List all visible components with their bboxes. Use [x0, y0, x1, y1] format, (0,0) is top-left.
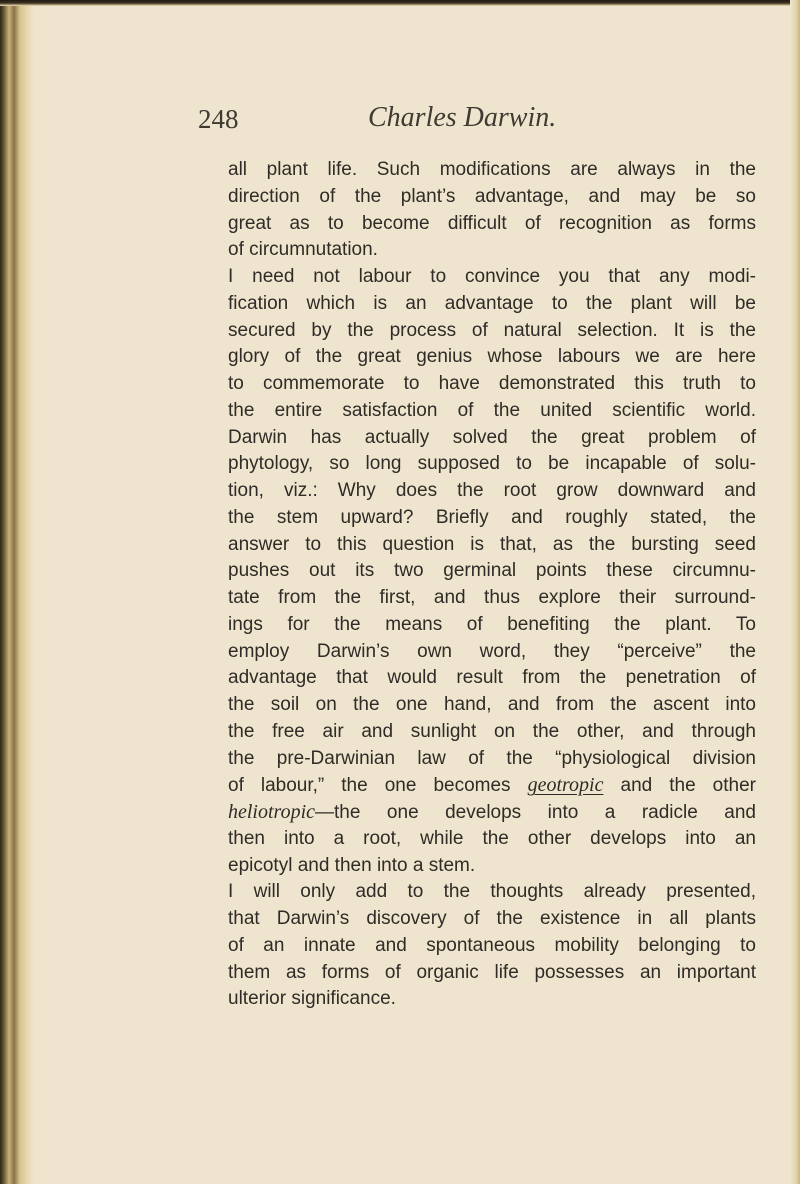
text-line: ulterior significance. [228, 988, 396, 1010]
body-text [228, 157, 756, 1013]
text-line-with-italic [228, 799, 756, 826]
text-line: them as forms of organic life possesses an important [228, 961, 756, 983]
text-line: I will only add to the thoughts already presented, [228, 881, 756, 903]
text-line: great as to become difficult of recognition as forms [228, 212, 756, 234]
text-segment: —the one develops into a radicle and [315, 802, 756, 823]
text-line: of circumnutation. [228, 239, 378, 261]
text-line: then into a root, while the other develops into an [228, 827, 756, 849]
text-line: Darwin has actually solved the great problem of [228, 426, 756, 448]
italic-term-heliotropic: heliotropic [228, 801, 316, 823]
text-line: of an innate and spontaneous mobility belonging to [228, 934, 756, 956]
text-line: phytology, so long supposed to be incapable of solu- [228, 453, 756, 475]
text-line: tion, viz.: Why does the root grow downward and [228, 480, 756, 501]
text-line: the soil on the one hand, and from the ascent into [228, 694, 756, 715]
text-line: answer to this question is that, as the bursting seed [228, 533, 756, 555]
running-title: Charles Darwin. [368, 102, 557, 133]
text-line: advantage that would result from the penetration of [228, 667, 756, 689]
text-line: the stem upward? Briefly and roughly stated, the [228, 506, 756, 528]
text-line: I need not labour to convince you that any modi- [228, 266, 756, 287]
text-line: ings for the means of benefiting the plant. To [228, 613, 756, 635]
running-head [0, 100, 800, 140]
text-line: pushes out its two germinal points these circumnu- [228, 560, 756, 582]
text-line: fication which is an advantage to the plant will be [228, 292, 756, 314]
text-line: to commemorate to have demonstrated this truth to [228, 373, 756, 394]
text-segment: of labour,” the one becomes [228, 775, 528, 797]
italic-term-geotropic: geotropic [527, 774, 604, 797]
text-line: epicotyl and then into a stem. [228, 854, 476, 876]
text-segment: and the other [603, 775, 756, 797]
text-line: direction of the plant’s advantage, and may be so [228, 185, 756, 207]
page-number: 248 [198, 104, 239, 134]
text-line: the entire satisfaction of the united scientific world. [228, 399, 756, 421]
text-line: the free air and sunlight on the other, and through [228, 720, 756, 742]
text-line: glory of the great genius whose labours we are here [228, 346, 756, 368]
text-line: tate from the first, and thus explore their surround- [228, 587, 756, 608]
text-line: the pre-Darwinian law of the “physiological division [228, 747, 756, 769]
text-line: all plant life. Such modifications are always in the [228, 159, 756, 180]
text-line: employ Darwin’s own word, they “perceive” the [228, 640, 756, 662]
text-line: secured by the process of natural selection. It is the [228, 319, 756, 341]
text-line-with-italic [228, 772, 756, 799]
text-line: that Darwin’s discovery of the existence in all plants [228, 908, 756, 929]
